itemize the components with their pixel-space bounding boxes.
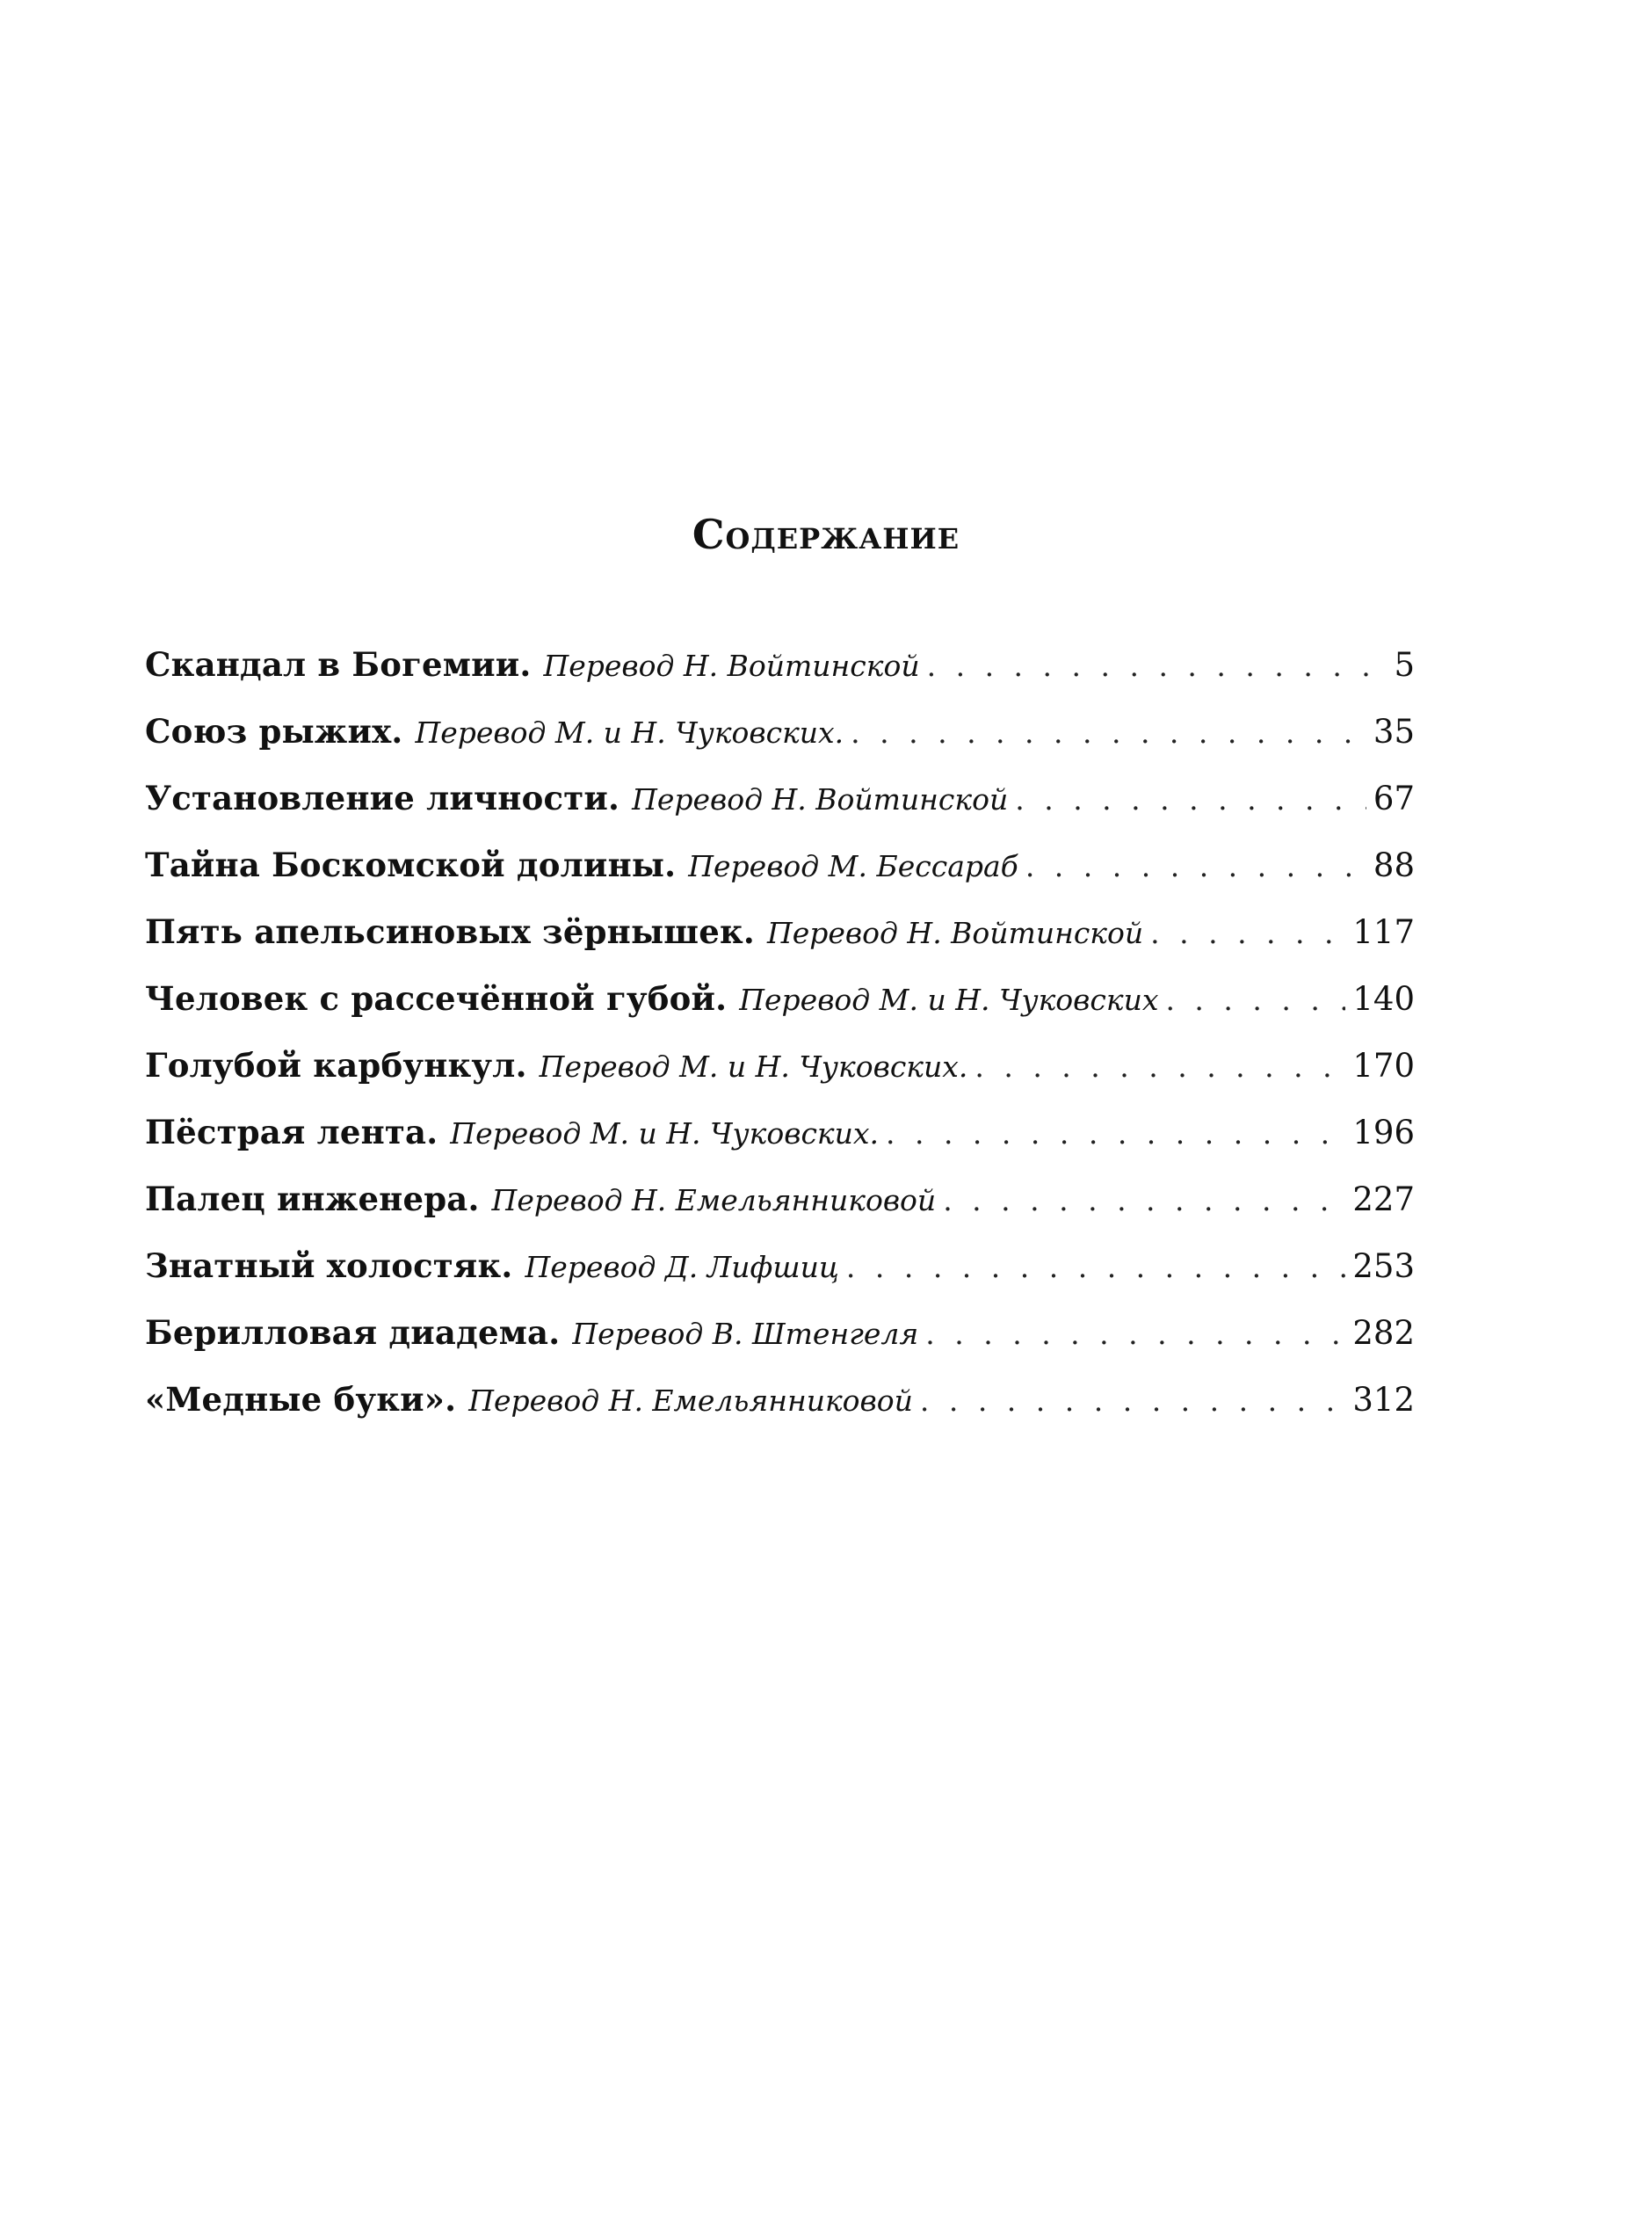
- toc-entry-translator: Перевод Н. Войтинской: [766, 916, 1144, 950]
- toc-entry-page-number: 196: [1352, 1114, 1415, 1151]
- toc-entry-translator: Перевод В. Штенгеля: [572, 1317, 919, 1351]
- toc-entry-title: Голубой карбункул.: [145, 1046, 527, 1085]
- dot-leader: [925, 1317, 1345, 1351]
- toc-entry-title: Пёстрая лента.: [145, 1113, 438, 1151]
- toc-entry-page-number: 140: [1352, 980, 1415, 1018]
- toc-entry: [145, 979, 1415, 1046]
- dot-leader: [1165, 983, 1345, 1017]
- toc-entry-title: Скандал в Богемии.: [145, 645, 532, 684]
- toc-entry-translator: Перевод М. и Н. Чуковских.: [450, 1116, 879, 1151]
- page-title: Содержание: [692, 511, 960, 558]
- dot-leader: [927, 649, 1388, 683]
- toc-entry-page-number: 67: [1373, 780, 1415, 817]
- toc-entry-page-number: 227: [1352, 1180, 1415, 1218]
- dot-leader: [846, 1250, 1345, 1284]
- dot-leader: [920, 1383, 1346, 1418]
- toc-entry-page-number: 170: [1352, 1047, 1415, 1085]
- toc-entry-title: Берилловая диадема.: [145, 1313, 561, 1352]
- dot-leader: [1025, 849, 1366, 883]
- toc-entry: [145, 779, 1415, 846]
- toc-entry-page-number: 5: [1394, 646, 1415, 684]
- toc-entry-title: Палец инженера.: [145, 1180, 480, 1218]
- toc-entry-title: Установление личности.: [145, 779, 620, 817]
- dot-leader: [943, 1183, 1345, 1217]
- toc-entry-title: Пять апельсиновых зёрнышек.: [145, 912, 755, 951]
- toc-entry-title: Знатный холостяк.: [145, 1246, 513, 1285]
- toc-entry: [145, 1046, 1415, 1113]
- toc-entry-title: Человек с рассечённой губой.: [145, 979, 728, 1018]
- toc-entry-translator: Перевод Н. Емельянниковой: [491, 1183, 937, 1217]
- toc-entry-translator: Перевод М. и Н. Чуковских.: [539, 1049, 968, 1084]
- toc-entry-page-number: 253: [1352, 1247, 1415, 1285]
- toc-entry: [145, 645, 1415, 712]
- toc-entry: [145, 912, 1415, 979]
- toc-entry-page-number: 282: [1352, 1314, 1415, 1352]
- toc-entry-translator: Перевод М. Бессараб: [688, 849, 1018, 883]
- toc-entry-translator: Перевод М. и Н. Чуковских.: [415, 715, 844, 750]
- toc-entry: [145, 1180, 1415, 1246]
- toc-entry: [145, 712, 1415, 779]
- dot-leader: [886, 1116, 1345, 1151]
- toc-entry: [145, 1313, 1415, 1380]
- toc-entry-translator: Перевод Н. Емельянниковой: [468, 1383, 913, 1418]
- dot-leader: [1150, 916, 1345, 950]
- toc-entry-page-number: 312: [1352, 1381, 1415, 1419]
- toc-entry-title: Тайна Боскомской долины.: [145, 846, 677, 884]
- toc-entry-translator: Перевод Н. Войтинской: [632, 782, 1009, 817]
- toc-entry: [145, 1380, 1415, 1447]
- dot-leader: [975, 1049, 1345, 1084]
- toc-entry-page-number: 88: [1373, 846, 1415, 884]
- toc-entry-title: Союз рыжих.: [145, 712, 403, 751]
- toc-entry-translator: Перевод М. и Н. Чуковских: [739, 983, 1159, 1017]
- toc-entry: [145, 1246, 1415, 1313]
- toc-entry: [145, 1113, 1415, 1180]
- toc-entry-title: «Медные буки».: [145, 1380, 457, 1419]
- dot-leader: [851, 715, 1366, 750]
- dot-leader: [1015, 782, 1366, 817]
- table-of-contents: [145, 645, 1415, 1447]
- toc-entry-translator: Перевод Д. Лифшиц: [525, 1250, 839, 1284]
- toc-entry-translator: Перевод Н. Войтинской: [543, 649, 920, 683]
- toc-entry: [145, 846, 1415, 912]
- toc-entry-page-number: 35: [1373, 713, 1415, 751]
- toc-entry-page-number: 117: [1352, 913, 1415, 951]
